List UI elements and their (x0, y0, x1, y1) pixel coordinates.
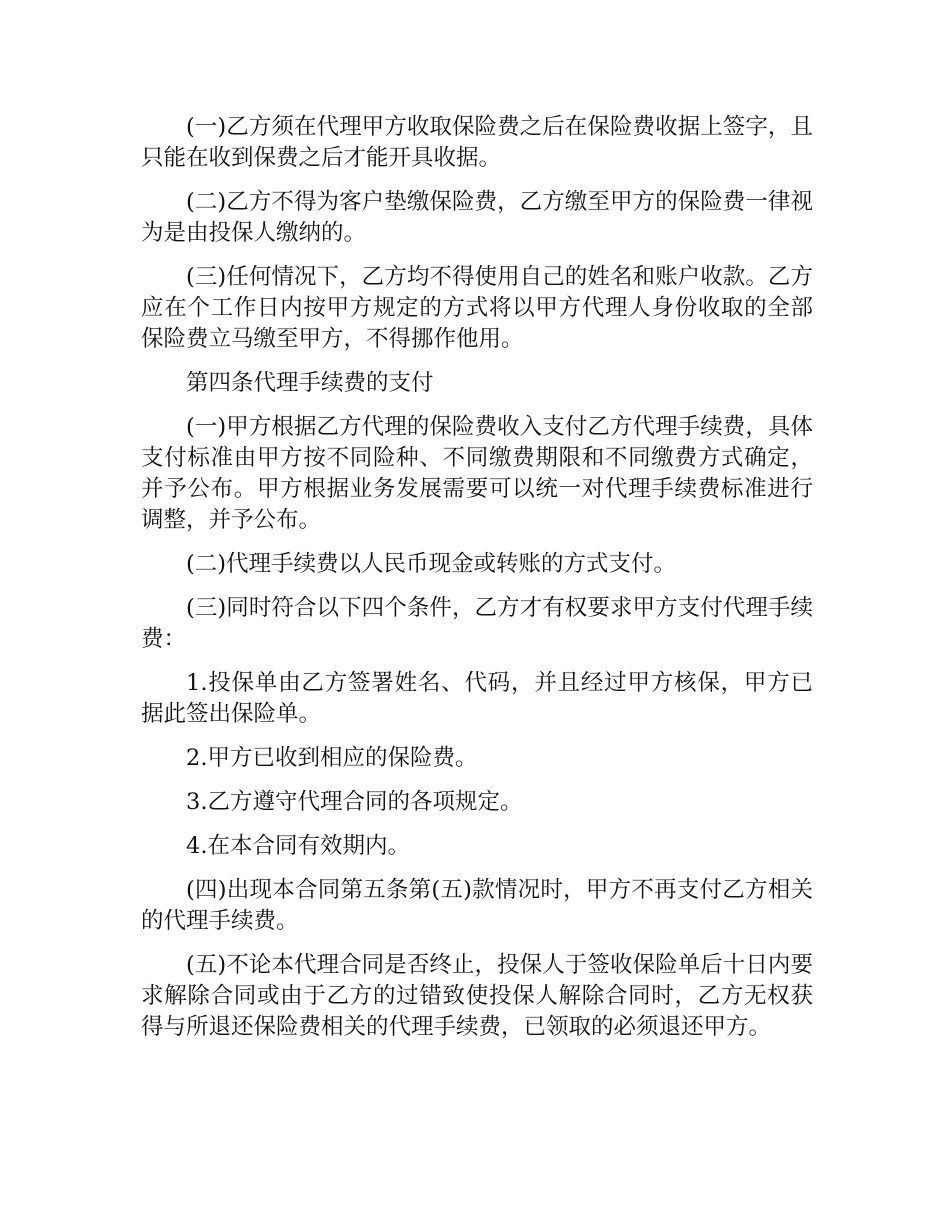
condition-1: 1.投保单由乙方签署姓名、代码，并且经过甲方核保，甲方已据此签出保险单。 (141, 670, 813, 727)
clause-4-3: (三)同时符合以下四个条件，乙方才有权要求甲方支付代理手续费： (141, 595, 813, 652)
condition-2: 2.甲方已收到相应的保险费。 (186, 745, 478, 771)
clause-4-2: (二)代理手续费以人民币现金或转账的方式支付。 (186, 551, 677, 577)
clause-3-3: (三)任何情况下，乙方均不得使用自己的姓名和账户收款。乙方应在个工作日内按甲方规定的方式将以甲方代理人身份收取的全部保险费立马缴至甲方，不得挪作他用。 (141, 264, 813, 352)
clause-4-1: (一)甲方根据乙方代理的保险费收入支付乙方代理手续费，具体支付标准由甲方按不同险种、不同缴费期限和不同缴费方式确定，并予公布。甲方根据业务发展需要可以统一对代理手续费标准进行调整，并予公布。 (141, 414, 813, 533)
clause-3-2: (二)乙方不得为客户垫缴保险费，乙方缴至甲方的保险费一律视为是由投保人缴纳的。 (141, 189, 813, 246)
clause-3-1: (一)乙方须在代理甲方收取保险费之后在保险费收据上签字，且只能在收到保费之后才能开具收据。 (141, 114, 813, 171)
document-page (141, 112, 813, 1056)
article-4-heading: 第四条代理手续费的支付 (186, 370, 434, 396)
clause-4-5: (五)不论本代理合同是否终止，投保人于签收保险单后十日内要求解除合同或由于乙方的过错致使投保人解除合同时，乙方无权获得与所退还保险费相关的代理手续费，已领取的必须退还甲方。 (141, 952, 813, 1040)
condition-3: 3.乙方遵守代理合同的各项规定。 (186, 789, 523, 815)
clause-4-4: (四)出现本合同第五条第(五)款情况时，甲方不再支付乙方相关的代理手续费。 (141, 877, 813, 934)
condition-4: 4.在本合同有效期内。 (186, 833, 410, 859)
